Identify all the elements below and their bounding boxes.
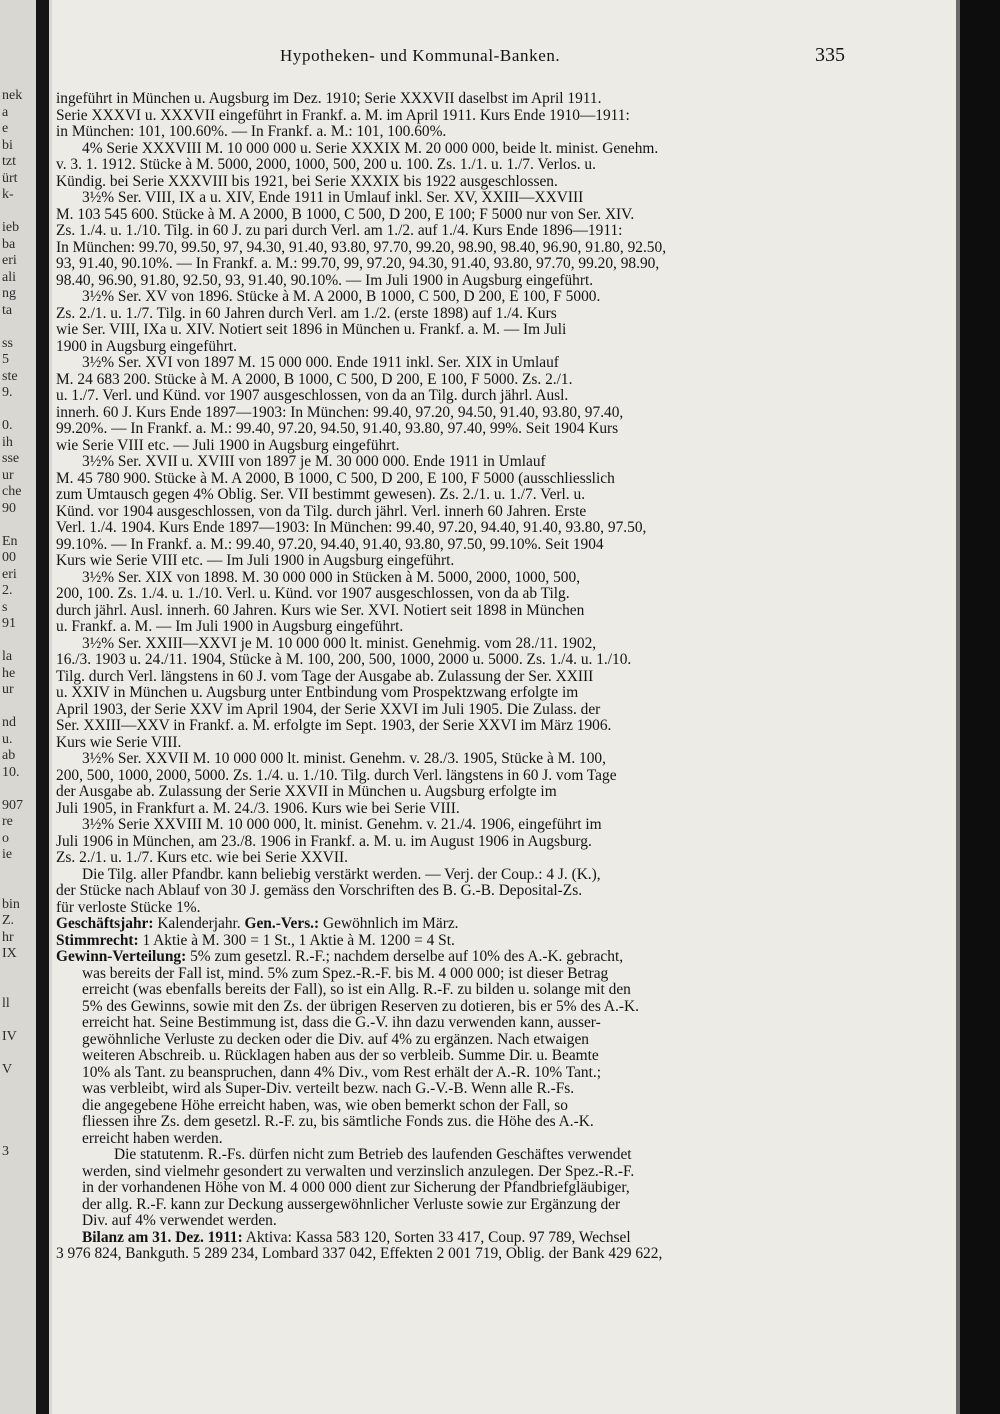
text-line [56, 603, 846, 620]
text-line [56, 900, 846, 917]
line-text: der allg. R.-F. kann zur Deckung aussergewöhnlicher Verluste sowie zur Ergänzung der [82, 1196, 621, 1213]
line-text: Div. auf 4% verwendet werden. [82, 1213, 277, 1229]
text-line [56, 619, 846, 636]
text-line [56, 1230, 846, 1247]
text-line [56, 570, 846, 587]
line-text: weiteren Abschreib. u. Rücklagen haben aus der so verbleib. Summe Dir. u. Beamte [82, 1048, 599, 1064]
text-line [56, 108, 846, 125]
text-line [56, 636, 846, 653]
line-text: u. Frankf. a. M. — Im Juli 1900 in Augsburg eingeführt. [56, 619, 404, 635]
prev-page-fragment [2, 517, 36, 534]
running-header [80, 46, 850, 70]
text-line [56, 124, 846, 141]
prev-page-fragment: 3 [2, 1144, 9, 1159]
text-line [56, 471, 846, 488]
page-number: 335 [815, 44, 845, 66]
prev-page-fragment: he [2, 665, 16, 681]
prev-page-fragment: 91 [2, 616, 16, 631]
line-text: Kurs wie Serie VIII etc. — Im Juli 1900 in Augsburg eingeführt. [56, 553, 455, 569]
prev-page-fragment: eri [2, 253, 17, 268]
line-text: erreicht (was ebenfalls bereits der Fall), so ist ein Allg. R.-F. zu bilden u. solange mit den [82, 982, 631, 998]
text-line [56, 256, 846, 273]
prev-page-fragment: k- [2, 187, 14, 202]
prev-page-fragment: che [2, 484, 22, 499]
text-line [56, 1098, 846, 1115]
line-text: M. 103 545 600. Stücke à M. A 2000, B 1000, C 500, D 200, E 100; F 5000 nur von Ser. XIV. [56, 206, 635, 223]
prev-page-fragment [2, 1128, 36, 1145]
prev-page-fragment: 5 [2, 352, 9, 367]
line-text: v. 3. 1. 1912. Stücke à M. 5000, 2000, 1000, 500, 200 u. 100. Zs. 1./1. u. 1./7. Verlos. u. [56, 157, 596, 173]
line-text: 3½% Ser. XVI von 1897 M. 15 000 000. Ende 1911 inkl. Ser. XIX in Umlauf [82, 355, 559, 371]
text-line [56, 834, 846, 851]
text-line [56, 504, 846, 521]
line-text: für verloste Stücke 1%. [56, 899, 201, 916]
line-text: werden, sind vielmehr gesondert zu verwalten und verzinslich anzulegen. Der Spez.-R.-F. [82, 1163, 635, 1180]
prev-page-fragment: bi [2, 137, 13, 153]
prev-page-fragment: ll [2, 995, 10, 1011]
line-text: 10% als Tant. zu beanspruchen, dann 4% Div., vom Rest erhält der A.-R. 10% Tant.; [82, 1064, 602, 1081]
prev-page-fragment: re [2, 814, 13, 829]
prev-page-fragment: ss [2, 335, 13, 351]
line-text: 5% des Gewinns, sowie mit den Zs. der übrigen Reserven zu dotieren, bis er 5% des A.-K. [82, 998, 639, 1015]
text-line [56, 817, 846, 834]
line-text: M. 45 780 900. Stücke à M. A 2000, B 1000, C 500, D 200, E 100, F 5000 (ausschliesslich [56, 470, 615, 487]
line-text: Gewöhnlich im März. [319, 916, 459, 932]
line-text: durch jährl. Ausl. innerh. 60 Jahren. Kurs wie Ser. XVI. Notiert seit 1898 in München [56, 602, 585, 619]
prev-page-fragment: V [2, 1061, 13, 1077]
line-text: 3½% Ser. XXIII—XXVI je M. 10 000 000 lt. minist. Genehmig. vom 28./11. 1902, [82, 635, 597, 652]
line-text: 93, 91.40, 90.10%. — In Frankf. a. M.: 99.70, 99, 97.20, 94.30, 91.40, 93.80, 97.70, 99.20, 98.90, [56, 256, 660, 272]
text-line [56, 1065, 846, 1082]
line-text: 99.20%. — In Frankf. a. M.: 99.40, 97.20, 94.50, 91.40, 93.80, 97.40, 99%. Seit 1904 Kurs [56, 421, 619, 437]
text-line [56, 867, 846, 884]
text-line [56, 141, 846, 158]
line-text: April 1903, der Serie XXV im April 1904, der Serie XXVI im Juli 1905. Die Zulass. der [56, 701, 601, 718]
line-text: 3½% Serie XXVIII M. 10 000 000, lt. minist. Genehm. v. 21./4. 1906, eingeführt im [82, 817, 602, 833]
line-text: wie Serie VIII etc. — Juli 1900 in Augsburg eingeführt. [56, 437, 400, 454]
prev-page-fragment: 10. [2, 764, 20, 780]
prev-page-fragment: la [2, 649, 13, 664]
prev-page-fragment [2, 880, 36, 897]
section-heading: Geschäftsjahr: [56, 916, 154, 932]
prev-page-fragment: ng [2, 286, 16, 301]
line-text: erreicht hat. Seine Bestimmung ist, dass die G.-V. ihn dazu verwenden kann, ausser- [82, 1015, 601, 1031]
text-line [56, 949, 846, 966]
line-text: Kündig. bei Serie XXXVIII bis 1921, bei Serie XXXIX bis 1922 ausgeschlossen. [56, 173, 558, 190]
line-text: Kurs wie Serie VIII. [56, 734, 182, 751]
line-text: 98.40, 96.90, 91.80, 92.50, 93, 91.40, 90.10%. — Im Juli 1900 in Augsburg eingeführt. [56, 272, 594, 289]
prev-page-fragment: tzt [2, 154, 16, 169]
prev-page-fragment: sse [2, 451, 20, 466]
prev-page-fragment: s [2, 599, 8, 615]
line-text: Zs. 1./4. u. 1./10. Tilg. in 60 J. zu pari durch Verl. am 1./2. auf 1./4. Kurs Ende 1896—1911: [56, 223, 623, 239]
line-text: 16./3. 1903 u. 24./11. 1904, Stücke à M. 100, 200, 500, 1000, 2000 u. 5000. Zs. 1./4. u. 1./10. [56, 652, 632, 668]
text-line [56, 1180, 846, 1197]
line-text: Künd. vor 1904 ausgeschlossen, von da Tilg. durch jährl. Verl. innerh 60 Jahren. Erste [56, 503, 587, 520]
text-line [56, 1147, 846, 1164]
text-line [56, 1032, 846, 1049]
line-text: der Ausgabe ab. Zulassung der Serie XXVII in München u. Augsburg erfolgte im [56, 784, 557, 800]
line-text: 200, 500, 1000, 2000, 5000. Zs. 1./4. u. 1./10. Tilg. durch Verl. längstens in 60 J. vom Tage [56, 767, 617, 784]
gutter-shadow [36, 0, 49, 1414]
prev-page-fragment [2, 1078, 36, 1095]
section-heading: Bilanz am 31. Dez. 1911: [82, 1229, 243, 1246]
line-text: 200, 100. Zs. 1./4. u. 1./10. Verl. u. Künd. vor 1907 ausgeschlossen, von da ab Tilg. [56, 586, 570, 602]
text-line [56, 553, 846, 570]
prev-page-fragment: ab [2, 748, 16, 763]
text-line [56, 1081, 846, 1098]
line-text: was verbleibt, wird als Super-Div. verteilt bezw. nach G.-V.-B. Wenn alle R.-Fs. [82, 1081, 575, 1097]
line-text: in München: 101, 100.60%. — In Frankf. a. M.: 101, 100.60%. [56, 124, 447, 140]
text-line [56, 454, 846, 471]
text-line [56, 487, 846, 504]
line-text: u. 1./7. Verl. und Künd. vor 1907 ausgeschlossen, von da an Tilg. durch jährl. Ausl. [56, 388, 569, 404]
text-line [56, 801, 846, 818]
previous-page-fragments [2, 88, 36, 1161]
text-line [56, 537, 846, 554]
text-line [56, 1197, 846, 1214]
prev-page-fragment [2, 319, 36, 336]
prev-page-fragment [2, 979, 36, 996]
prev-page-fragment [2, 1095, 36, 1112]
prev-page-fragment: a [2, 104, 9, 120]
line-text: Aktiva: Kassa 583 120, Sorten 33 417, Coup. 97 789, Wechsel [242, 1229, 631, 1246]
prev-page-fragment: bin [2, 896, 20, 912]
text-line [56, 438, 846, 455]
text-line [56, 372, 846, 389]
text-line [56, 339, 846, 356]
line-text: die angegebene Höhe erreicht haben, was, wie oben bemerkt schon der Fall, so [82, 1097, 568, 1114]
prev-page-fragment [2, 1012, 36, 1029]
prev-page-fragment: ali [2, 269, 16, 285]
prev-page-fragment: e [2, 121, 9, 136]
line-text: zum Umtausch gegen 4% Oblig. Ser. VII bestimmt gewesen). Zs. 2./1. u. 1./7. Verl. u. [56, 487, 586, 503]
text-line [56, 174, 846, 191]
text-line [56, 1213, 846, 1230]
line-text: Serie XXXVI u. XXXVII eingeführt in Frankf. a. M. im April 1911. Kurs Ende 1910—1911: [56, 107, 630, 124]
prev-page-fragment: nek [2, 88, 23, 103]
line-text: 3½% Ser. XXVII M. 10 000 000 lt. minist. Genehm. v. 28./3. 1905, Stücke à M. 100, [82, 751, 606, 767]
line-text: was bereits der Fall ist, mind. 5% zum Spez.-R.-F. bis M. 4 000 000; ist dieser Betrag [82, 965, 609, 982]
line-text: Tilg. durch Verl. längstens in 60 J. vom Tage der Ausgabe ab. Zulassung der Ser. XXIII [56, 668, 594, 685]
text-line [56, 982, 846, 999]
line-text: innerh. 60 J. Kurs Ende 1897—1903: In München: 99.40, 97.20, 94.50, 91.40, 93.80, 97.40, [56, 404, 624, 421]
line-text: Juli 1906 in München, am 23./8. 1906 in Frankf. a. M. u. im August 1906 in Augsburg. [56, 833, 592, 850]
line-text: Juli 1905, in Frankfurt a. M. 24./3. 1906. Kurs wie bei Serie VIII. [56, 800, 460, 817]
prev-page-fragment: 0. [2, 418, 13, 433]
text-line [56, 883, 846, 900]
line-text: der Stücke nach Ablauf von 30 J. gemäss den Vorschriften des B. G.-B. Deposital-Zs. [56, 883, 583, 899]
text-line [56, 405, 846, 422]
text-line [56, 669, 846, 686]
prev-page-fragment: ih [2, 434, 13, 450]
prev-page-fragment: 2. [2, 583, 13, 598]
prev-page-fragment: ur [2, 682, 14, 697]
text-line [56, 1015, 846, 1032]
line-text: 3½% Ser. XIX von 1898. M. 30 000 000 in Stücken à M. 5000, 2000, 1000, 500, [82, 569, 581, 586]
prev-page-fragment: hr [2, 929, 14, 945]
text-line [56, 520, 846, 537]
line-text: M. 24 683 200. Stücke à M. A 2000, B 1000, C 500, D 200, E 100, F 5000. Zs. 2./1. [56, 371, 573, 388]
text-line [56, 784, 846, 801]
line-text: 3½% Ser. VIII, IX a u. XIV, Ende 1911 in Umlauf inkl. Ser. XV, XXIII—XXVIII [82, 190, 584, 206]
text-line [56, 1114, 846, 1131]
text-line [56, 850, 846, 867]
prev-page-fragment [2, 781, 36, 798]
text-line [56, 273, 846, 290]
text-line [56, 190, 846, 207]
prev-page-fragment: IX [2, 946, 17, 961]
line-text: fliessen ihre Zs. dem gesetzl. R.-F. zu, bis sämtliche Fonds zus. die Höhe des A.-K. [82, 1114, 594, 1130]
prev-page-fragment: ta [2, 302, 13, 318]
header-title: Hypotheken- und Kommunal-Banken. [280, 46, 561, 65]
line-text: 3 976 824, Bankguth. 5 289 234, Lombard 337 042, Effekten 2 001 719, Oblig. der Bank 429 622, [56, 1246, 663, 1262]
prev-page-fragment [2, 963, 36, 980]
line-text: In München: 99.70, 99.50, 97, 94.30, 91.40, 93.80, 97.70, 99.20, 98.90, 98.40, 96.90, 91.80, 92.50, [56, 239, 667, 256]
line-text: 5% zum gesetzl. R.-F.; nachdem derselbe auf 10% des A.-K. gebracht, [186, 949, 624, 965]
line-text: 3½% Ser. XVII u. XVIII von 1897 je M. 30 000 000. Ende 1911 in Umlauf [82, 454, 546, 470]
text-line [56, 933, 846, 950]
text-line [56, 999, 846, 1016]
text-line [56, 718, 846, 735]
text-line [56, 685, 846, 702]
section-heading: Gen.-Vers.: [244, 916, 320, 932]
prev-page-fragment: ürt [2, 170, 18, 186]
line-text: erreicht haben werden. [82, 1130, 223, 1147]
prev-page-fragment: nd [2, 715, 16, 730]
prev-page-fragment: ba [2, 236, 16, 252]
prev-page-fragment: u. [2, 731, 13, 747]
line-text: 99.10%. — In Frankf. a. M.: 99.40, 97.20, 94.40, 91.40, 93.80, 97.50, 99.10%. Seit 1904 [56, 536, 604, 553]
prev-page-fragment [2, 204, 36, 221]
line-text: Ser. XXIII—XXV in Frankf. a. M. erfolgte im Sept. 1903, der Serie XXVI im März 1906. [56, 718, 612, 734]
body-text [56, 91, 846, 1263]
text-line [56, 735, 846, 752]
prev-page-fragment: 9. [2, 385, 13, 400]
line-text: Die statutenm. R.-Fs. dürfen nicht zum Betrieb des laufenden Geschäftes verwendet [114, 1147, 632, 1163]
line-text: Kalenderjahr. [153, 916, 245, 932]
text-line [56, 916, 846, 933]
text-line [56, 207, 846, 224]
page-edge-shadow [960, 0, 1000, 1414]
text-line [56, 322, 846, 339]
prev-page-fragment [2, 633, 36, 650]
text-line [56, 1131, 846, 1148]
text-line [56, 91, 846, 108]
prev-page-fragment [2, 864, 36, 881]
text-line [56, 1048, 846, 1065]
line-text: Die Tilg. aller Pfandbr. kann beliebig verstärkt werden. — Verj. der Coup.: 4 J. (K.), [82, 866, 601, 883]
text-line [56, 652, 846, 669]
text-line [56, 306, 846, 323]
prev-page-fragment: En [2, 533, 18, 549]
text-line [56, 1164, 846, 1181]
prev-page-fragment: ieb [2, 220, 20, 235]
text-line [56, 702, 846, 719]
line-text: gewöhnliche Verluste zu decken oder die Div. auf 4% zu ergänzen. Nach etwaigen [82, 1031, 589, 1048]
line-text: u. XXIV in München u. Augsburg unter Entbindung vom Prospektzwang erfolgte im [56, 685, 579, 701]
text-line [56, 240, 846, 257]
line-text: Zs. 2./1. u. 1./7. Tilg. in 60 Jahren durch Verl. am 1./2. (erste 1898) auf 1./4. Kurs [56, 305, 557, 322]
prev-page-fragment: 00 [2, 550, 16, 565]
text-line [56, 157, 846, 174]
line-text: Zs. 2./1. u. 1./7. Kurs etc. wie bei Serie XXVII. [56, 850, 348, 866]
text-line [56, 388, 846, 405]
text-line [56, 355, 846, 372]
prev-page-fragment [2, 699, 36, 716]
prev-page-fragment [2, 1111, 36, 1128]
line-text: in der vorhandenen Höhe von M. 4 000 000 dient zur Sicherung der Pfandbriefgläubiger, [82, 1180, 630, 1196]
text-line [56, 751, 846, 768]
text-line [56, 1246, 846, 1263]
text-line [56, 421, 846, 438]
prev-page-fragment: IV [2, 1028, 17, 1044]
prev-page-fragment: ie [2, 847, 13, 862]
prev-page-fragment: o [2, 830, 9, 846]
section-heading: Stimmrecht: [56, 932, 139, 949]
text-line [56, 223, 846, 240]
line-text: Verl. 1./4. 1904. Kurs Ende 1897—1903: In München: 99.40, 97.20, 94.40, 91.40, 93.80, 97.50, [56, 520, 647, 536]
prev-page-fragment: Z. [2, 913, 15, 928]
line-text: wie Ser. VIII, IXa u. XIV. Notiert seit 1896 in München u. Frankf. a. M. — Im Juli [56, 322, 567, 338]
line-text: 1 Aktie à M. 300 = 1 St., 1 Aktie à M. 1200 = 4 St. [138, 932, 455, 949]
prev-page-fragment: 90 [2, 500, 16, 516]
prev-page-fragment: 907 [2, 797, 23, 813]
text-line [56, 768, 846, 785]
prev-page-fragment [2, 402, 36, 419]
text-line [56, 586, 846, 603]
line-text: ingeführt in München u. Augsburg im Dez. 1910; Serie XXXVII daselbst im April 1911. [56, 91, 602, 107]
line-text: 1900 in Augsburg eingeführt. [56, 338, 237, 355]
prev-page-fragment [2, 1045, 36, 1062]
prev-page-fragment: ur [2, 467, 14, 483]
section-heading: Gewinn-Verteilung: [56, 949, 187, 965]
text-line [56, 966, 846, 983]
prev-page-fragment: ste [2, 368, 18, 384]
line-text: 4% Serie XXXVIII M. 10 000 000 u. Serie XXXIX M. 20 000 000, beide lt. minist. Genehm. [82, 140, 659, 157]
line-text: 3½% Ser. XV von 1896. Stücke à M. A 2000, B 1000, C 500, D 200, E 100, F 5000. [82, 289, 601, 305]
prev-page-fragment: eri [2, 566, 17, 582]
text-line [56, 289, 846, 306]
